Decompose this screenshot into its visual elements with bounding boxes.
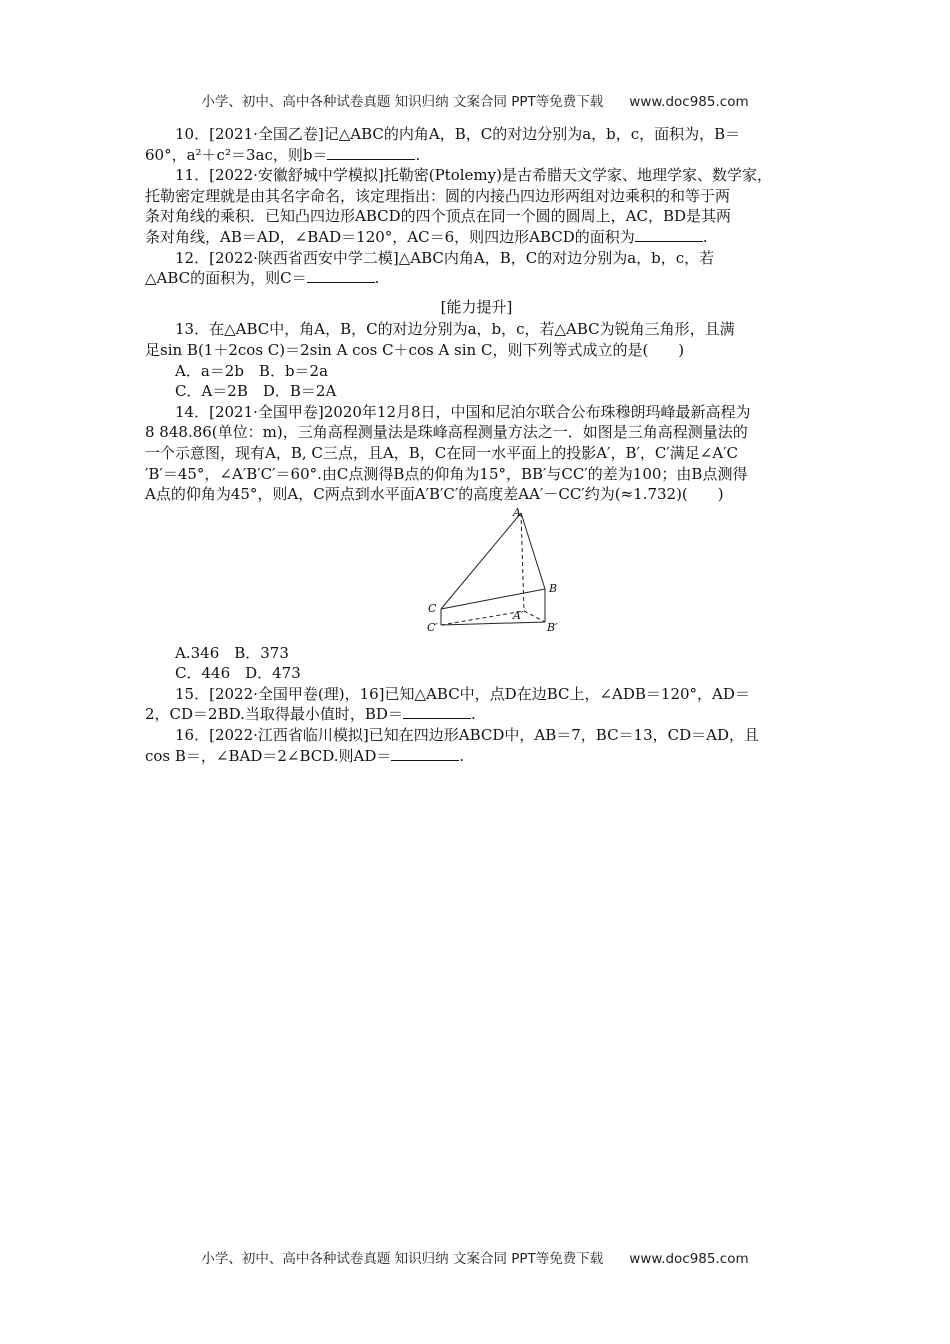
- q12-line1: 12．[2022·陕西省西安中学二模]△ABC内角A，B，C的对边分别为a，b，c，若: [175, 248, 715, 267]
- footer-site: www.doc985.com: [629, 1251, 749, 1267]
- label-B1: B′: [547, 620, 558, 634]
- footer-text: 小学、初中、高中各种试卷真题 知识归纳 文案合同 PPT等免费下载: [201, 1251, 604, 1267]
- section-title: [能力提升]: [440, 297, 513, 316]
- label-B: B: [549, 581, 558, 595]
- q11-line2: 托勒密定理就是由其名字命名，该定理指出：圆的内接凸四边形两组对边乘积的和等于两: [145, 186, 731, 205]
- period: .: [415, 145, 421, 164]
- label-C1: C′: [427, 620, 438, 634]
- page-header: [0, 90, 950, 110]
- q14-line4: ′B′＝45°，∠A′B′C′＝60°.由C点测得B点的仰角为15°，BB′与CC′的差为100；由B点测得: [145, 464, 748, 483]
- q10-text: 60°，a²＋c²＝3ac，则b＝: [145, 145, 328, 164]
- edge-AC: [441, 513, 521, 609]
- q13-options-1: A．a＝2b B．b＝2a: [175, 361, 329, 380]
- answer-blank: [327, 145, 415, 160]
- period: .: [702, 227, 708, 246]
- q10-line1: 10．[2021·全国乙卷]记△ABC的内角A，B，C的对边分别为a，b，c，面积为，B＝: [175, 125, 741, 143]
- q11-line4: [145, 227, 808, 248]
- header-site: www.doc985.com: [629, 94, 749, 110]
- q14-options-2: C．446 D．473: [175, 664, 301, 683]
- answer-blank: [307, 268, 375, 283]
- q12-line2: [145, 268, 808, 289]
- q11-line1: 11．[2022·安徽舒城中学模拟]托勒密(Ptolemy)是古希腊天文学家、地理学家、数学家，: [175, 166, 772, 185]
- triangle-diagram: [425, 507, 565, 639]
- q15-line2: [145, 704, 808, 725]
- label-C: C: [428, 601, 437, 615]
- label-A: A: [513, 506, 521, 519]
- answer-blank: [635, 227, 703, 242]
- edge-A1B1: [524, 611, 545, 622]
- q10-line2: [145, 145, 808, 166]
- q14-line3: 一个示意图，现有A，B, C三点，且A，B，C在同一水平面上的投影A′，B′，C′满足∠A′C: [145, 443, 739, 462]
- edge-CB: [441, 589, 545, 609]
- answer-blank: [391, 746, 459, 761]
- period: .: [470, 705, 476, 724]
- edge-AB: [521, 513, 545, 589]
- q16-text: cos B＝，∠BAD＝2∠BCD.则AD＝: [145, 746, 392, 765]
- q13-line2: 足sin B(1＋2cos C)＝2sin A cos C＋cos A sin C，则下列等式成立的是( ): [145, 340, 685, 359]
- q13-line1: 13．在△ABC中，角A，B，C的对边分别为a，b，c，若△ABC为锐角三角形，且满: [175, 320, 735, 339]
- q14-line5: A点的仰角为45°，则A，C两点到水平面A′B′C′的高度差AA′－CC′约为(≈1.732)( ): [145, 485, 724, 504]
- q15-text: 2，CD＝2BD.当取得最小值时，BD＝: [145, 705, 403, 724]
- label-A1: A′: [513, 608, 524, 622]
- period: .: [459, 746, 465, 765]
- q16-line2: [145, 746, 808, 767]
- answer-blank: [403, 704, 471, 719]
- q14-line2: 8 848.86(单位：m)，三角高程测量法是珠峰高程测量方法之一．如图是三角高程测量法的: [145, 423, 748, 442]
- q14-line1: 14．[2021·全国甲卷]2020年12月8日，中国和尼泊尔联合公布珠穆朗玛峰最新高程为: [175, 402, 751, 421]
- q15-line1: 15．[2022·全国甲卷(理)，16]已知△ABC中，点D在边BC上，∠ADB＝120°，AD＝: [175, 684, 750, 703]
- q16-line1: 16．[2022·江西省临川模拟]已知在四边形ABCD中，AB＝7，BC＝13，CD＝AD，且: [175, 726, 759, 745]
- q11-text: 条对角线，AB＝AD，∠BAD＝120°，AC＝6，则四边形ABCD的面积为: [145, 227, 635, 246]
- period: .: [374, 269, 380, 288]
- page-footer: [0, 1247, 950, 1267]
- question-content: [145, 124, 808, 766]
- header-text: 小学、初中、高中各种试卷真题 知识归纳 文案合同 PPT等免费下载: [201, 94, 604, 110]
- q11-line3: 条对角线的乘积．已知凸四边形ABCD的四个顶点在同一个圆的圆周上，AC，BD是其两: [145, 207, 731, 226]
- q13-options-2: C．A＝2B D．B＝2A: [175, 382, 337, 401]
- q12-text: △ABC的面积为，则C＝: [145, 269, 307, 288]
- measurement-figure: [145, 507, 808, 639]
- q14-options-1: A.346 B．373: [175, 643, 289, 662]
- edge-AA1: [521, 513, 524, 611]
